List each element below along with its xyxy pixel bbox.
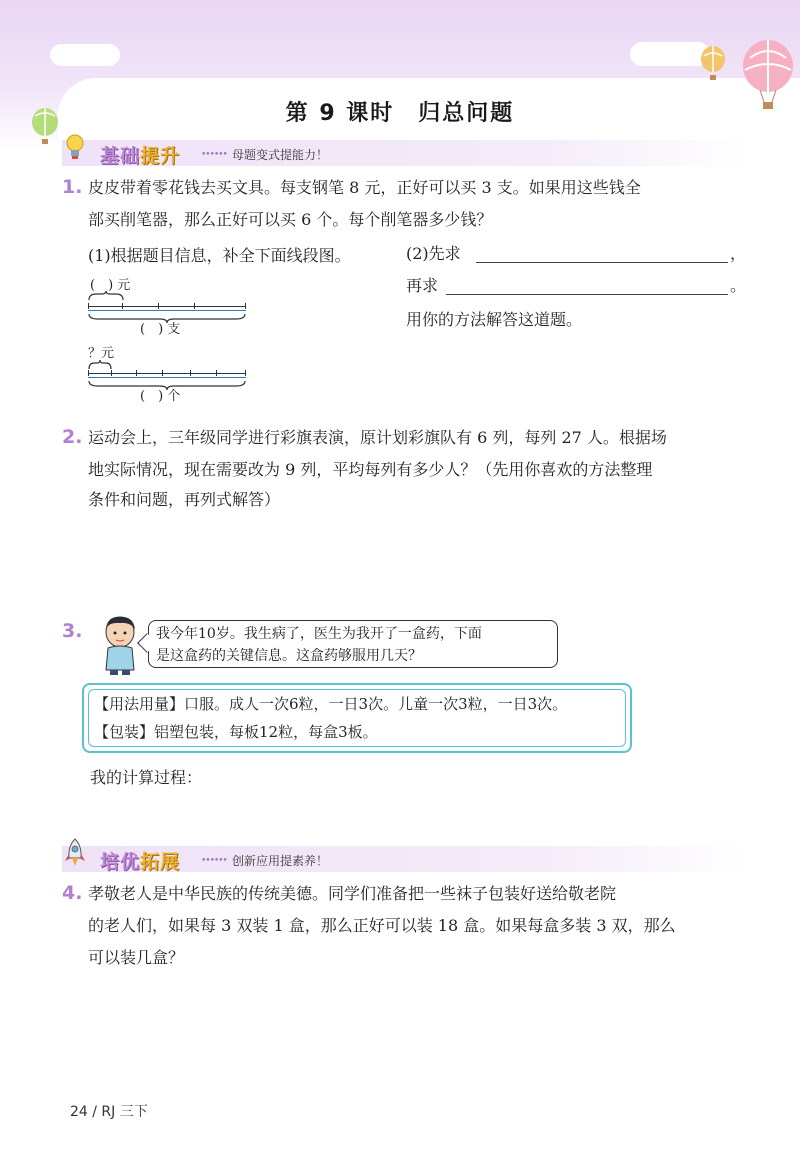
diagram1-tick: [122, 303, 123, 309]
diagram1-tick: [194, 303, 195, 309]
section-dots: ••••••: [201, 856, 227, 866]
diagram1-segment: [88, 306, 246, 307]
question-number-1: 1.: [62, 176, 83, 198]
answer-blank-2[interactable]: [446, 294, 728, 295]
diagram2-segment-blue: [88, 377, 246, 378]
page-title: 第 9 课时 归总问题: [285, 101, 515, 126]
section-dots: ••••••: [201, 150, 227, 160]
diagram1-tick: [88, 303, 89, 309]
diagram2-brace: [88, 360, 112, 370]
answer-blank-1[interactable]: [476, 262, 728, 263]
section-label-basic: 基础提升: [100, 145, 181, 167]
lightbulb-icon: [64, 133, 86, 161]
diagram1-bottom-label: ( ) 支: [140, 322, 181, 337]
question-number-4: 4.: [62, 882, 83, 904]
diagram2-top-label: ？元: [88, 346, 115, 361]
q4-text-line2: 的老人们，如果每 3 双装 1 盒，那么正好可以装 18 盒。如果每盒多装 3 双，那么: [88, 916, 676, 935]
diagram1-tick: [158, 303, 159, 309]
boy-illustration: [100, 614, 140, 676]
q1-part2-a-end: ，: [730, 244, 747, 263]
diagram2-tick: [136, 370, 137, 376]
diagram2-tick: [162, 370, 163, 376]
section-label-advanced: 培优拓展: [100, 851, 181, 873]
section-subtitle-advanced: 创新应用提素养！: [232, 854, 329, 868]
hot-air-balloon-icon-small: [700, 46, 726, 82]
bubble-text-line2: 是这盒药的关键信息。这盒药够服用几天？: [156, 648, 422, 664]
section-subtitle-basic: 母题变式提能力！: [232, 148, 329, 162]
q1-part2-b: 再求: [406, 276, 439, 295]
diagram1-top-label: ( ) 元: [90, 278, 131, 293]
diagram1-tick: [245, 303, 246, 309]
bubble-text-line1: 我今年10岁。我生病了，医生为我开了一盒药，下面: [156, 626, 482, 642]
diagram2-tick: [190, 370, 191, 376]
info-package: 【包装】铝塑包装，每板12粒，每盒3板。: [94, 723, 378, 741]
q1-text-line2: 部买削笔器，那么正好可以买 6 个。每个削笔器多少钱？: [88, 210, 493, 229]
diagram1-brace: [88, 291, 124, 301]
q2-text-line3: 条件和问题，再列式解答）: [88, 490, 281, 509]
q1-part2-b-end: 。: [730, 276, 747, 295]
q1-part2-c: 用你的方法解答这道题。: [406, 310, 583, 329]
diagram2-tick: [111, 370, 112, 376]
diagram2-tick: [245, 370, 246, 376]
diagram2-bottom-label: ( ) 个: [140, 389, 181, 404]
cloud-left: [50, 44, 120, 66]
diagram2-tick: [216, 370, 217, 376]
q1-text-line1: 皮皮带着零花钱去买文具。每支钢笔 8 元，正好可以买 3 支。如果用这些钱全: [88, 178, 641, 197]
q4-text-line1: 孝敬老人是中华民族的传统美德。同学们准备把一些袜子包装好送给敬老院: [88, 884, 617, 903]
info-usage: 【用法用量】口服。成人一次6粒，一日3次。儿童一次3粒，一日3次。: [94, 695, 568, 713]
rocket-icon: [64, 838, 86, 868]
q4-text-line3: 可以装几盒？: [88, 948, 185, 967]
cloud-right: [630, 42, 710, 66]
q3-calc-label: 我的计算过程：: [90, 768, 203, 787]
page-footer: 24 / RJ 三下: [70, 1104, 148, 1120]
question-number-2: 2.: [62, 426, 83, 448]
q1-part1: (1)根据题目信息，补全下面线段图。: [88, 246, 351, 265]
diagram2-tick: [88, 370, 89, 376]
q2-text-line2: 地实际情况，现在需要改为 9 列，平均每列有多少人？（先用你喜欢的方法整理: [88, 460, 653, 479]
q1-part2-a: (2)先求: [406, 244, 461, 263]
q2-text-line1: 运动会上，三年级同学进行彩旗表演，原计划彩旗队有 6 列，每列 27 人。根据场: [88, 428, 667, 447]
question-number-3: 3.: [62, 620, 83, 642]
diagram1-segment-blue: [88, 310, 246, 311]
